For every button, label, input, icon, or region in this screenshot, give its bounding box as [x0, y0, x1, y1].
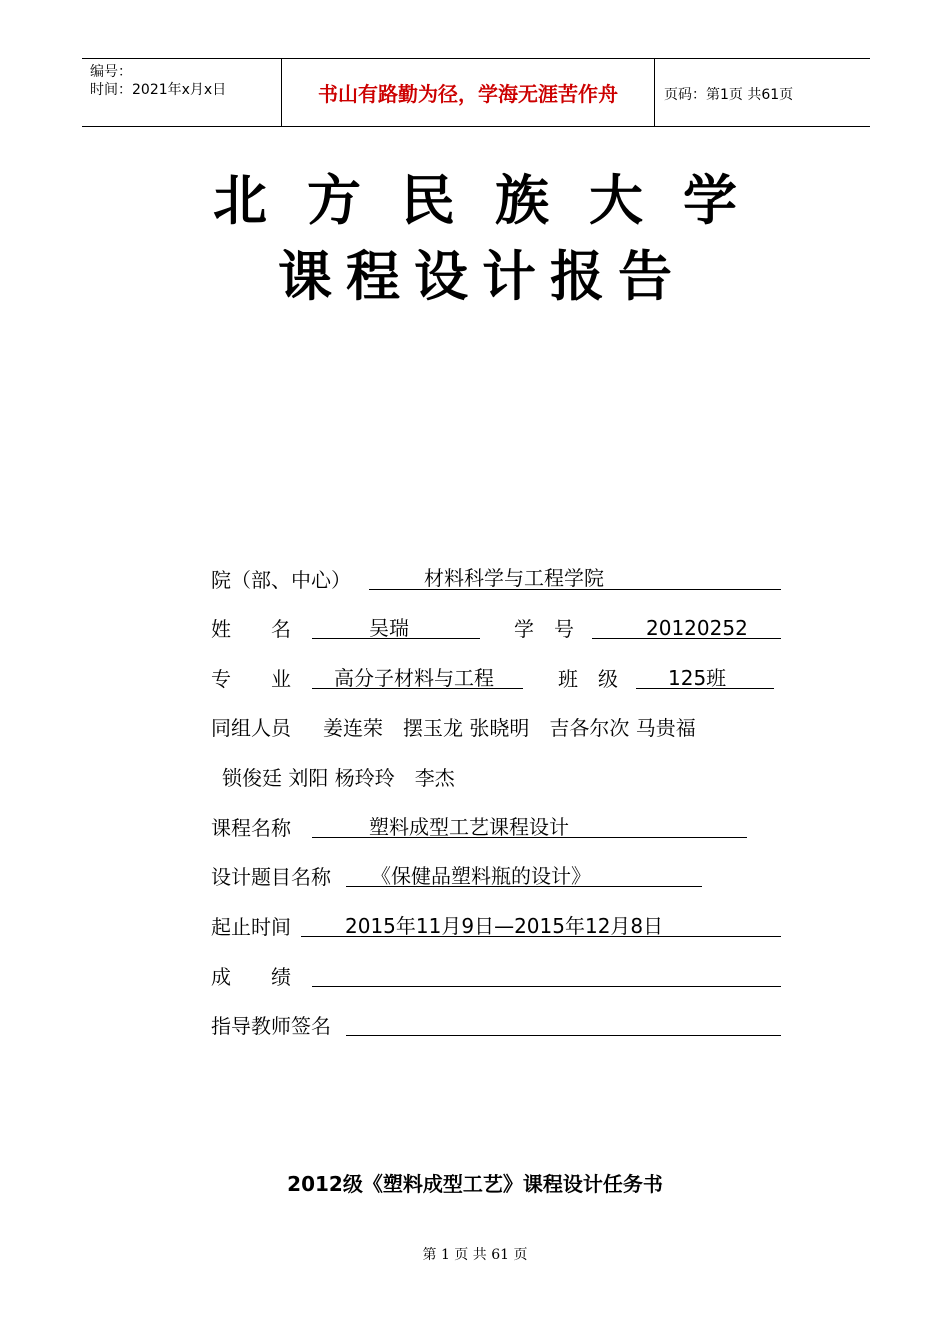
course-value: 塑料成型工艺课程设计: [369, 815, 569, 839]
student-id-label: 学 号: [514, 617, 574, 641]
group-label: 同组人员: [211, 716, 291, 740]
class-label: 班 级: [558, 667, 618, 691]
report-title: 课程设计报告: [278, 244, 686, 308]
group-members-line1: 姜连荣 摆玉龙 张晓明 吉各尔次 马贵福: [323, 716, 696, 740]
grade-underline: [312, 986, 781, 987]
header-number-label: 编号：: [90, 64, 132, 80]
name-label: 姓 名: [211, 617, 291, 641]
advisor-signature-underline: [346, 1035, 781, 1036]
header-bottom-rule: [82, 126, 870, 127]
page-footer: 第 1 页 共 61 页: [422, 1247, 528, 1263]
advisor-signature-label: 指导教师签名: [211, 1014, 331, 1038]
course-label: 课程名称: [211, 816, 291, 840]
header-motto: 书山有路勤为径，学海无涯苦作舟: [318, 82, 618, 106]
header-top-rule: [82, 58, 870, 59]
header-divider-right: [654, 58, 655, 126]
college-label: 院（部、中心）: [211, 568, 351, 592]
student-id-value: 20120252: [646, 616, 748, 640]
college-value: 材料科学与工程学院: [424, 566, 604, 590]
header-time-label: 时间：2021年x月x日: [90, 82, 227, 98]
major-label: 专 业: [211, 667, 291, 691]
task-book-title: 2012级《塑料成型工艺》课程设计任务书: [287, 1172, 663, 1196]
period-label: 起止时间: [211, 915, 291, 939]
name-value: 吴瑞: [369, 616, 409, 640]
topic-value: 《保健品塑料瓶的设计》: [371, 864, 591, 888]
grade-label: 成 绩: [211, 965, 291, 989]
topic-label: 设计题目名称: [211, 865, 331, 889]
period-value: 2015年11月9日—2015年12月8日: [345, 914, 664, 938]
header-page-info: 页码：第1页 共61页: [664, 87, 794, 103]
group-members-line2: 锁俊廷 刘阳 杨玲玲 李杰: [222, 766, 455, 790]
major-value: 高分子材料与工程: [334, 666, 494, 690]
university-title: 北方民族大学: [213, 168, 777, 232]
class-value: 125班: [668, 666, 727, 690]
